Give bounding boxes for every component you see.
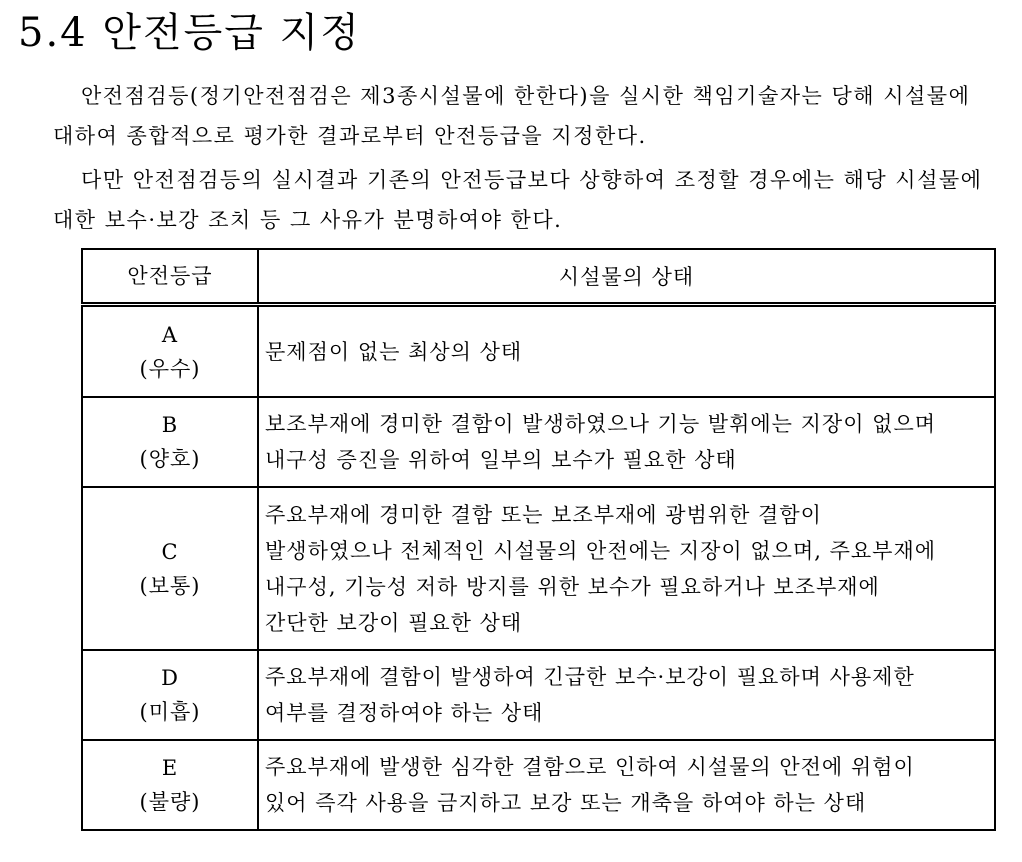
grade-label: (미흡) bbox=[139, 700, 201, 724]
condition-line: 문제점이 없는 최상의 상태 bbox=[265, 339, 523, 364]
grade-cell bbox=[82, 740, 258, 830]
table-row bbox=[82, 397, 995, 487]
condition-line: 있어 즉각 사용을 금지하고 보강 또는 개축을 하여야 하는 상태 bbox=[265, 791, 867, 815]
table-row bbox=[82, 740, 995, 830]
grade-cell bbox=[82, 305, 258, 398]
condition-cell bbox=[258, 305, 995, 398]
table-header-row bbox=[82, 249, 995, 305]
condition-line: 주요부재에 경미한 결함 또는 보조부재에 광범위한 결함이 bbox=[265, 502, 822, 527]
grade-label: (양호) bbox=[139, 447, 201, 471]
table-row bbox=[82, 650, 995, 740]
safety-grade-table bbox=[81, 248, 996, 831]
section-title: 5.4 안전등급 지정 bbox=[18, 10, 361, 56]
condition-line: 간단한 보강이 필요한 상태 bbox=[265, 610, 523, 635]
paragraph-2: 다만 안전점검등의 실시결과 기존의 안전등급보다 상향하여 조정할 경우에는 해당 시설물에 대한 보수·보강 조치 등 그 사유가 분명하여야 한다. bbox=[53, 168, 983, 232]
grade-letter: A bbox=[161, 322, 179, 347]
header-grade: 안전등급 bbox=[82, 249, 258, 305]
grade-label: (우수) bbox=[139, 356, 201, 381]
condition-line: 보조부재에 경미한 결함이 발생하였으나 기능 발휘에는 지장이 없으며 bbox=[265, 412, 937, 436]
condition-cell bbox=[258, 740, 995, 830]
grade-cell bbox=[82, 397, 258, 487]
condition-line: 주요부재에 결함이 발생하여 긴급한 보수·보강이 필요하며 사용제한 bbox=[265, 665, 915, 689]
grade-cell bbox=[82, 650, 258, 740]
condition-line: 내구성, 기능성 저하 방지를 위한 보수가 필요하거나 보조부재에 bbox=[265, 574, 880, 599]
grade-cell bbox=[82, 487, 258, 650]
grade-label: (보통) bbox=[139, 573, 201, 598]
paragraph-1: 안전점검등(정기안전점검은 제3종시설물에 한한다)을 실시한 책임기술자는 당해 시설물에 대하여 종합적으로 평가한 결과로부터 안전등급을 지정한다. bbox=[53, 84, 971, 148]
grade-letter: E bbox=[161, 756, 179, 780]
grade-letter: B bbox=[161, 413, 179, 437]
condition-cell bbox=[258, 650, 995, 740]
header-condition: 시설물의 상태 bbox=[258, 249, 995, 305]
condition-cell bbox=[258, 487, 995, 650]
condition-line: 내구성 증진을 위하여 일부의 보수가 필요한 상태 bbox=[265, 448, 737, 472]
condition-line: 발생하였으나 전체적인 시설물의 안전에는 지장이 없으며, 주요부재에 bbox=[265, 538, 937, 563]
condition-line: 주요부재에 발생한 심각한 결함으로 인하여 시설물의 안전에 위험이 bbox=[265, 755, 915, 779]
grade-letter: D bbox=[161, 666, 179, 690]
table-row bbox=[82, 487, 995, 650]
grade-label: (불량) bbox=[139, 790, 201, 814]
condition-cell bbox=[258, 397, 995, 487]
condition-line: 여부를 결정하여야 하는 상태 bbox=[265, 701, 544, 725]
grade-letter: C bbox=[161, 539, 179, 564]
table-row bbox=[82, 305, 995, 398]
